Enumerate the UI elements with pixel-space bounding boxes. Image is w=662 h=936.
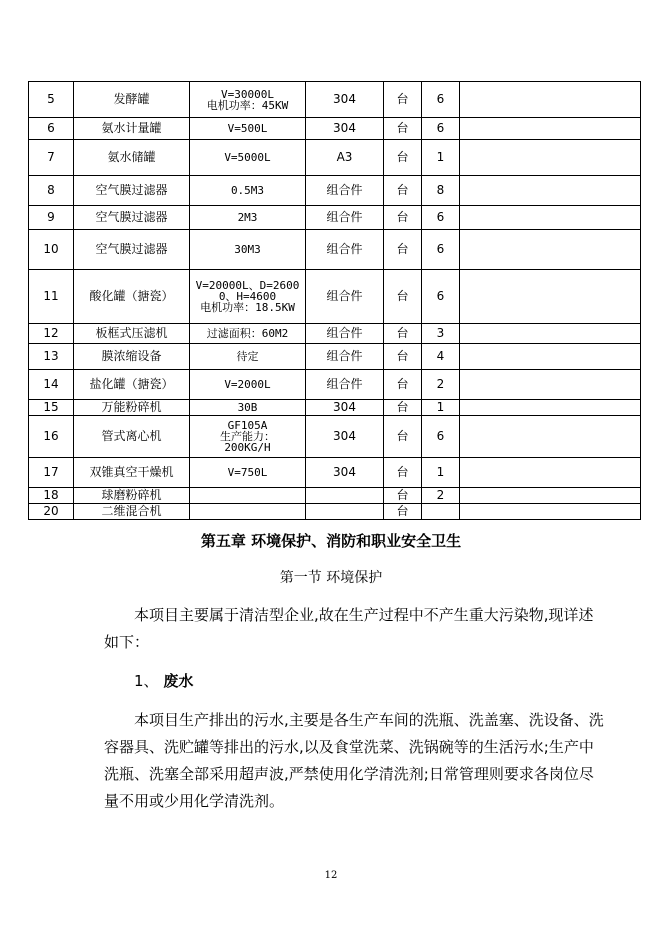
cell-qty: 6 [422,230,460,270]
spec-line: 30M3 [234,243,261,256]
cell-spec [190,504,306,520]
intro-paragraph: 本项目主要属于清洁型企业,故在生产过程中不产生重大污染物,现详述如下： [104,606,594,651]
table-row [29,230,641,270]
section-title: 第一节 环境保护 [279,570,383,586]
wastewater-paragraph: 本项目生产排出的污水,主要是各生产车间的洗瓶、洗盖塞、洗设备、洗容器具、洗贮罐等排出的污水,以及食堂洗菜、洗锅碗等的生活污水;生产中洗瓶、洗塞全部采用超声波,严禁使用化学清洗剂;日常管理则要求各岗位尽量不用或少用化学清洗剂。 [104,711,604,810]
spec-line: 200KG/H [224,441,271,454]
cell-no: 11 [29,270,74,324]
cell-remark [460,176,641,206]
cell-qty: 2 [422,370,460,400]
spec-line: 待定 [236,350,259,363]
cell-name: 酸化罐（搪瓷） [74,270,190,324]
cell-name: 空气膜过滤器 [74,230,190,270]
cell-name: 空气膜过滤器 [74,206,190,230]
cell-name: 空气膜过滤器 [74,176,190,206]
cell-spec [190,230,306,270]
equipment-table-body [29,82,641,520]
spec-line: 电机功率：45KW [206,98,289,112]
cell-spec [190,488,306,504]
cell-qty: 6 [422,118,460,140]
cell-material: 304 [306,458,384,488]
cell-remark [460,206,641,230]
cell-spec [190,458,306,488]
cell-material: 304 [306,118,384,140]
cell-material: 组合件 [306,324,384,344]
cell-no: 5 [29,82,74,118]
cell-no: 12 [29,324,74,344]
cell-name: 管式离心机 [74,416,190,458]
table-row [29,488,641,504]
cell-name: 板框式压滤机 [74,324,190,344]
cell-material: 组合件 [306,370,384,400]
cell-no: 18 [29,488,74,504]
cell-spec [190,176,306,206]
cell-unit: 台 [384,176,422,206]
cell-qty [422,504,460,520]
cell-spec [190,344,306,370]
cell-material: 组合件 [306,344,384,370]
cell-remark [460,324,641,344]
page-number: 12 [324,870,338,881]
chapter-title: 第五章 环境保护、消防和职业安全卫生 [200,532,462,550]
table-row [29,270,641,324]
cell-material: 组合件 [306,176,384,206]
table-row [29,82,641,118]
cell-unit: 台 [384,504,422,520]
cell-material: 组合件 [306,230,384,270]
spec-line: 0、H=4600 [218,290,277,303]
spec-line: V=500L [227,122,268,135]
spec-line: V=5000L [224,151,271,164]
cell-name: 万能粉碎机 [74,400,190,416]
cell-qty: 4 [422,344,460,370]
spec-line: 生产能力： [220,430,275,443]
table-row [29,206,641,230]
cell-spec [190,270,306,324]
cell-no: 8 [29,176,74,206]
cell-qty: 6 [422,270,460,324]
cell-no: 16 [29,416,74,458]
cell-name: 二维混合机 [74,504,190,520]
table-row [29,370,641,400]
cell-material: 组合件 [306,206,384,230]
cell-remark [460,140,641,176]
cell-no: 10 [29,230,74,270]
cell-unit: 台 [384,206,422,230]
cell-unit: 台 [384,140,422,176]
cell-name: 球磨粉碎机 [74,488,190,504]
cell-material [306,488,384,504]
table-row [29,176,641,206]
cell-qty: 6 [422,82,460,118]
table-row [29,344,641,370]
cell-material: A3 [306,140,384,176]
cell-no: 7 [29,140,74,176]
cell-unit: 台 [384,270,422,324]
spec-line: V=20000L、D=2600 [195,279,300,292]
cell-remark [460,416,641,458]
cell-remark [460,270,641,324]
cell-spec [190,416,306,458]
cell-qty: 1 [422,400,460,416]
cell-spec [190,324,306,344]
cell-no: 17 [29,458,74,488]
cell-name: 膜浓缩设备 [74,344,190,370]
table-row [29,416,641,458]
cell-unit: 台 [384,400,422,416]
cell-spec [190,400,306,416]
cell-qty: 6 [422,416,460,458]
spec-line: V=30000L [221,87,274,101]
cell-unit: 台 [384,488,422,504]
cell-spec [190,140,306,176]
cell-name: 盐化罐（搪瓷） [74,370,190,400]
spec-line: 0.5M3 [230,184,265,197]
spec-line: 30B [237,401,258,414]
cell-name: 发酵罐 [74,82,190,118]
cell-no: 20 [29,504,74,520]
cell-qty: 6 [422,206,460,230]
spec-line: GF105A [227,419,268,432]
spec-line: 2M3 [237,211,258,224]
cell-no: 14 [29,370,74,400]
subsection-heading [134,670,193,691]
cell-name: 氨水计量罐 [74,118,190,140]
cell-remark [460,82,641,118]
cell-qty: 3 [422,324,460,344]
subsection-title: 废水 [163,672,194,690]
cell-qty: 1 [422,458,460,488]
cell-qty: 2 [422,488,460,504]
spec-line: V=2000L [224,378,271,391]
subsection-number: 1、 [134,672,159,690]
cell-remark [460,118,641,140]
table-row [29,140,641,176]
cell-spec [190,206,306,230]
cell-unit: 台 [384,230,422,270]
cell-no: 15 [29,400,74,416]
table-row [29,324,641,344]
cell-unit: 台 [384,82,422,118]
cell-qty: 8 [422,176,460,206]
cell-remark [460,400,641,416]
cell-no: 9 [29,206,74,230]
cell-spec [190,82,306,118]
spec-line: 过滤面积：60M2 [206,327,289,340]
table-row [29,504,641,520]
cell-unit: 台 [384,458,422,488]
cell-unit: 台 [384,370,422,400]
table-row [29,400,641,416]
cell-remark [460,504,641,520]
spec-line: 电机功率：18.5KW [200,301,295,314]
table-row [29,118,641,140]
cell-name: 氨水储罐 [74,140,190,176]
cell-spec [190,118,306,140]
cell-remark [460,230,641,270]
cell-unit: 台 [384,344,422,370]
cell-remark [460,344,641,370]
cell-material [306,504,384,520]
table-row [29,458,641,488]
cell-qty: 1 [422,140,460,176]
cell-material: 组合件 [306,270,384,324]
cell-remark [460,458,641,488]
cell-material: 304 [306,416,384,458]
cell-remark [460,370,641,400]
cell-no: 13 [29,344,74,370]
cell-unit: 台 [384,118,422,140]
cell-material: 304 [306,400,384,416]
cell-unit: 台 [384,324,422,344]
equipment-table [28,81,641,520]
cell-unit: 台 [384,416,422,458]
cell-remark [460,488,641,504]
cell-name: 双锥真空干燥机 [74,458,190,488]
cell-spec [190,370,306,400]
cell-no: 6 [29,118,74,140]
cell-material: 304 [306,82,384,118]
spec-line: V=750L [227,466,268,479]
